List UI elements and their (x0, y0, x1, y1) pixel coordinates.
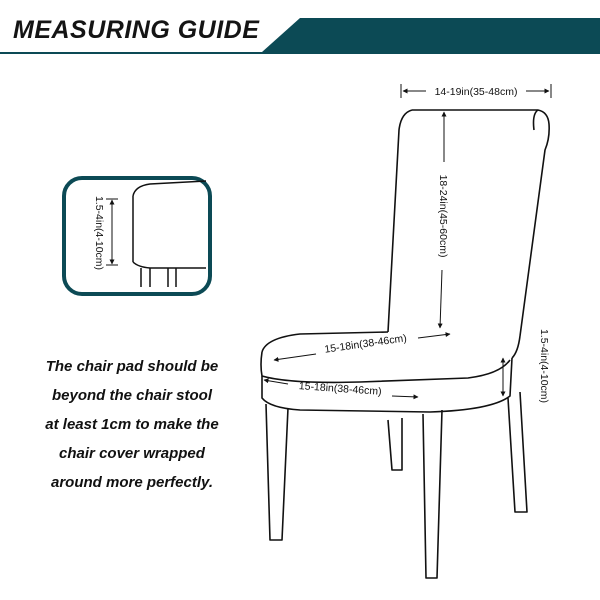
seat-width-label: 15-18in(38-46cm) (298, 380, 382, 398)
inset-thickness-label: 1.5-4in(4-10cm) (93, 195, 105, 271)
note-line: around more perfectly. (51, 474, 213, 491)
backrest-width-dimension (401, 84, 551, 98)
backrest-height-label: 18-24in(45-60cm) (437, 174, 449, 258)
note-line: beyond the chair stool (51, 387, 213, 404)
note-line: at least 1cm to make the (45, 416, 219, 433)
note-line: The chair pad should be (45, 358, 219, 375)
seat-depth-label: 15-18in(38-46cm) (323, 332, 408, 356)
note-line: chair cover wrapped (59, 445, 205, 462)
backrest-height-dimension (437, 112, 449, 328)
seat-depth-dimension (274, 332, 450, 360)
seat-thickness-label: 1.5-4in(4-10cm) (538, 328, 550, 404)
seat-width-dimension (264, 380, 418, 398)
page-title: MEASURING GUIDE (13, 16, 260, 44)
seat-thickness-inset (64, 178, 210, 294)
backrest-width-label: 14-19in(35-48cm) (434, 86, 518, 98)
fitting-note (22, 352, 242, 497)
